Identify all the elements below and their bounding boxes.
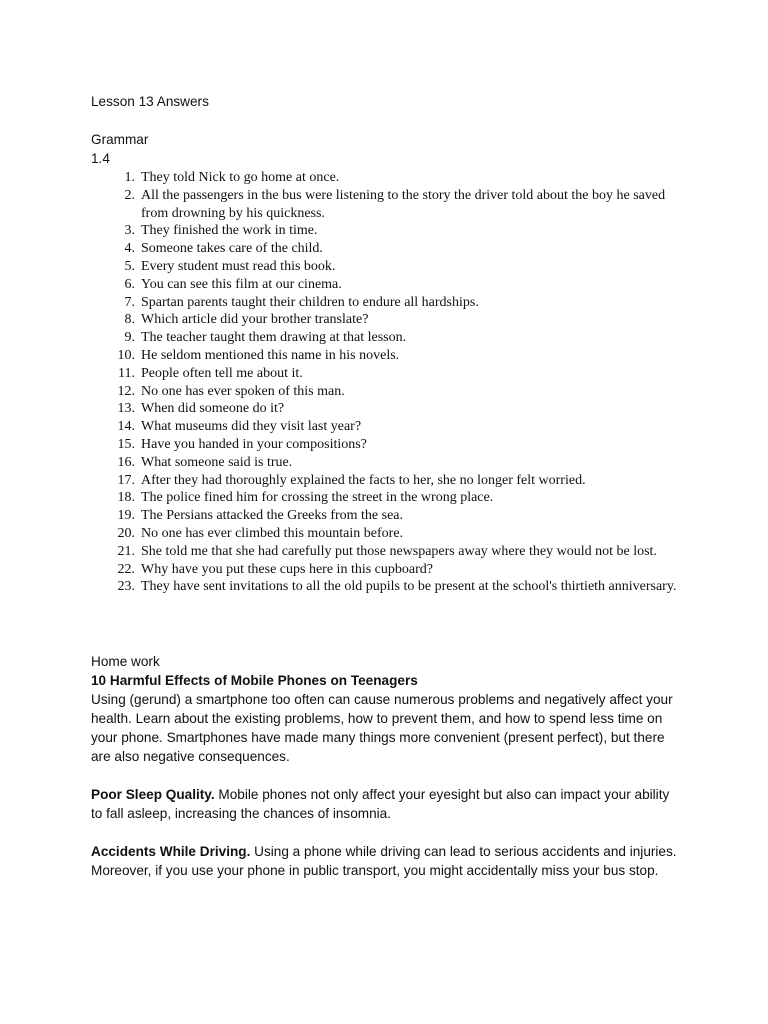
homework-heading: 10 Harmful Effects of Mobile Phones on Teenagers (91, 673, 418, 688)
homework-paragraph-sleep (91, 785, 681, 823)
list-item-text: Why have you put these cups here in this cupboard? (141, 561, 433, 577)
list-item-number: 17. (117, 472, 135, 488)
document-title: Lesson 13 Answers (91, 94, 209, 109)
list-item-text: The Persians attacked the Greeks from the sea. (141, 508, 404, 524)
list-item-text: People often tell me about it. (141, 365, 303, 381)
list-item (91, 400, 681, 418)
paragraph-title: Accidents While Driving. (91, 844, 251, 859)
list-item-number: 4. (124, 241, 135, 257)
list-item-number: 23. (117, 579, 135, 595)
list-item-number: 22. (117, 561, 135, 577)
list-item-text: Spartan parents taught their children to endure all hardships. (141, 294, 479, 310)
list-item-number: 7. (124, 294, 135, 310)
exercise-number: 1.4 (91, 151, 110, 166)
list-item-text: They finished the work in time. (141, 223, 318, 239)
list-item-text: She told me that she had carefully put those newspapers away where they would not be lost. (141, 543, 657, 559)
list-item-text: What museums did they visit last year? (141, 419, 362, 435)
list-item (91, 383, 681, 401)
list-item-number: 8. (124, 312, 135, 328)
list-item-text: No one has ever spoken of this man. (141, 383, 345, 399)
list-item (91, 365, 681, 383)
list-item-text: You can see this film at our cinema. (141, 276, 342, 292)
list-item-number: 14. (117, 419, 135, 435)
list-item (91, 222, 681, 240)
list-item-text: What someone said is true. (141, 454, 293, 470)
list-item-number: 2. (124, 187, 135, 203)
list-item-text: He seldom mentioned this name in his novels. (141, 347, 400, 363)
paragraph-text: Mobile phones not only affect your eyesight but also can impact your ability to fall asleep, increasing the chances of insomnia. (91, 787, 670, 821)
list-item-number: 13. (117, 401, 135, 417)
list-item (91, 507, 681, 525)
list-item (91, 294, 681, 312)
homework-label: Home work (91, 654, 160, 669)
list-item-number: 20. (117, 525, 135, 541)
homework-paragraph-driving (91, 842, 681, 880)
list-item-number: 9. (124, 330, 135, 346)
list-item (91, 276, 681, 294)
list-item-number: 11. (118, 365, 135, 381)
list-item-text: No one has ever climbed this mountain before. (141, 525, 404, 541)
list-item (91, 169, 681, 187)
list-item (91, 454, 681, 472)
list-item (91, 311, 681, 329)
list-item-text: They told Nick to go home at once. (141, 170, 340, 185)
list-item (91, 418, 681, 436)
list-item-text: Have you handed in your compositions? (141, 436, 367, 452)
list-item-text: Someone takes care of the child. (141, 241, 323, 257)
list-item (91, 436, 681, 454)
list-item-number: 19. (117, 508, 135, 524)
list-item-number: 12. (117, 383, 135, 399)
list-item-number: 16. (117, 454, 135, 470)
list-item-number: 15. (117, 436, 135, 452)
list-item (91, 543, 681, 561)
list-item (91, 347, 681, 365)
list-item (91, 329, 681, 347)
list-item-number: 10. (117, 347, 135, 363)
list-item-number: 21. (117, 543, 135, 559)
paragraph-text: Using a phone while driving can lead to serious accidents and injuries. Moreover, if you use your phone in public transport, you might accidentally miss your bus stop. (91, 844, 677, 878)
list-item (91, 525, 681, 543)
list-item (91, 489, 681, 507)
list-item-text: Every student must read this book. (141, 258, 336, 274)
section-heading-grammar: Grammar (91, 132, 149, 147)
list-item-text: They have sent invitations to all the old pupils to be present at the school's thirtieth anniversary. (141, 579, 677, 595)
list-item (91, 240, 681, 258)
list-item-number: 3. (124, 223, 135, 239)
list-item (91, 258, 681, 276)
paragraph-title: Poor Sleep Quality. (91, 787, 215, 802)
list-item-text: All the passengers in the bus were listening to the story the driver told about the boy he saved from drowning by his quickness. (141, 187, 666, 221)
answers-list (91, 169, 681, 596)
list-item-text: Which article did your brother translate? (141, 312, 369, 328)
list-item-number: 6. (124, 276, 135, 292)
list-item (91, 561, 681, 579)
list-item-text: After they had thoroughly explained the facts to her, she no longer felt worried. (141, 472, 586, 488)
list-item (91, 187, 681, 223)
list-item-text: The police fined him for crossing the street in the wrong place. (141, 490, 494, 506)
homework-section (91, 652, 681, 899)
list-item-number: 18. (117, 490, 135, 506)
list-item-text: When did someone do it? (141, 401, 285, 417)
list-item-text: The teacher taught them drawing at that lesson. (141, 330, 407, 346)
list-item (91, 578, 681, 596)
homework-intro: Using (gerund) a smartphone too often can cause numerous problems and negatively affect your health. Learn about the existing problems, how to prevent them, and how to spend less time on your phone. Smartphones have made many things more convenient (present perfect), but there are also negative consequences. (91, 692, 673, 764)
list-item-number: 1. (124, 170, 135, 185)
list-item-number: 5. (124, 258, 135, 274)
list-item (91, 472, 681, 490)
